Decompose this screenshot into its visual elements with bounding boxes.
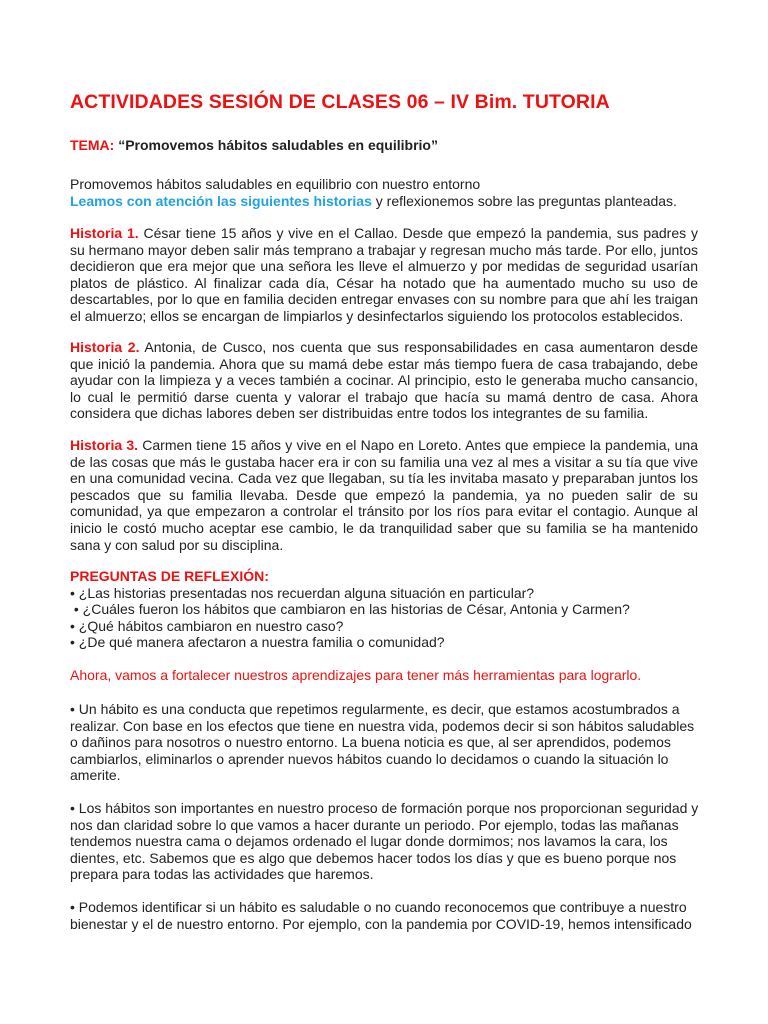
preguntas-section	[70, 568, 698, 651]
historia-2	[70, 339, 698, 422]
paragraph-line: amerite.	[70, 767, 121, 784]
pregunta-item: • ¿Las historias presentadas nos recuerdan alguna situación en particular?	[70, 584, 535, 601]
tema-line	[70, 137, 438, 153]
historia-3	[70, 437, 698, 553]
paragraph-line: cambiarlos, eliminarlos o aprender nuevos hábitos cuando lo decidamos o cuando la situación lo	[70, 750, 669, 767]
paragraph-line: bienestar y el de nuestro entorno. Por ejemplo, con la pandemia por COVID-19, hemos intensificado	[70, 915, 692, 932]
historia-1	[70, 225, 698, 325]
paragraph-line: dientes, etc. Sabemos que es algo que debemos hacer todos los días y que es bueno porque nos	[70, 849, 677, 866]
tema-text: “Promovemos hábitos saludables en equilibrio”	[118, 137, 438, 153]
paragraph-identificar	[70, 899, 698, 932]
paragraph-line: • Los hábitos son importantes en nuestro proceso de formación porque nos proporcionan seguridad y	[70, 800, 699, 816]
paragraph-line: tendemos nuestra cama o dejamos ordenado el lugar donde dormimos; nos lavamos la cara, los	[70, 833, 668, 850]
paragraph-line: o dañinos para nosotros o nuestro entorno. La buena noticia es que, al ser aprendidos, podemos	[70, 734, 671, 751]
paragraph-line: • Un hábito es una conducta que repetimos regularmente, es decir, que estamos acostumbrados a	[70, 701, 680, 717]
historia-label: Historia 2.	[70, 339, 140, 355]
historia-label: Historia 1.	[70, 225, 139, 241]
intro-line: Promovemos hábitos saludables en equilibrio con nuestro entorno	[70, 176, 481, 192]
intro-highlight: Leamos con atención las siguientes historias	[70, 192, 372, 209]
tema-label: TEMA:	[70, 137, 115, 153]
paragraph-line: • Podemos identificar si un hábito es saludable o no cuando reconocemos que contribuye a nuestro	[70, 899, 687, 915]
preguntas-heading: PREGUNTAS DE REFLEXIÓN:	[70, 568, 269, 584]
intro-instruction	[70, 193, 698, 210]
paragraph-line: prepara para todas las actividades que haremos.	[70, 866, 374, 883]
ahora-statement: Ahora, vamos a fortalecer nuestros aprendizajes para tener más herramientas para lograrlo.	[70, 667, 642, 683]
intro-instruction-rest: y reflexionemos sobre las preguntas planteadas.	[371, 192, 677, 209]
historia-text: Antonia, de Cusco, nos cuenta que sus responsabilidades en casa aumentaron desde que inició la pandemia. Ahora que su mamá debe estar más tiempo fuera de casa trabajando, debe ayudar con la limpieza y a veces también a cocinar. Al principio, esto le generaba mucho cansancio, lo cual le permitió darse cuenta y valorar el trabajo que hacía su mamá dentro de casa. Ahora considera que dichas labores deben ser distribuidas entre todos los integrantes de su familia.	[70, 339, 698, 422]
pregunta-item: • ¿Cuáles fueron los hábitos que cambiaron en las historias de César, Antonia y Carmen?	[70, 601, 630, 618]
pregunta-item: • ¿De qué manera afectaron a nuestra familia o comunidad?	[70, 634, 445, 651]
paragraph-importancia	[70, 800, 698, 883]
paragraph-line: nos dan claridad sobre lo que vamos a hacer durante un periodo. Por ejemplo, todas las mañanas	[70, 816, 679, 833]
pregunta-item: • ¿Qué hábitos cambiaron en nuestro caso?	[70, 617, 344, 634]
document-title: ACTIVIDADES SESIÓN DE CLASES 06 – IV Bim. TUTORIA	[70, 91, 610, 113]
historia-text: Carmen tiene 15 años y vive en el Napo en Loreto. Antes que empiece la pandemia, una de las cosas que más le gustaba hacer era ir con su familia una vez al mes a visitar a su tía que vive en una comunidad vecina. Cada vez que llegaban, su tía les invitaba masato y preparaban juntos los pescados que su familia llevaba. Desde que empezó la pandemia, ya no pueden salir de su comunidad, ya que empezaron a controlar el tránsito por los ríos para evitar el contagio. Aunque al inicio le costó mucho aceptar ese cambio, le da tranquilidad saber que su familia se ha mantenido sana y con salud por su disciplina.	[70, 437, 698, 553]
paragraph-line: realizar. Con base en los efectos que tiene en nuestra vida, podemos decir si son hábitos saludables	[70, 717, 695, 734]
intro-block	[70, 176, 698, 209]
paragraph-habito	[70, 701, 698, 784]
historia-label: Historia 3.	[70, 437, 139, 453]
historia-text: César tiene 15 años y vive en el Callao. Desde que empezó la pandemia, sus padres y su hermano mayor deben salir más temprano a trabajar y regresan mucho más tarde. Por ello, juntos decidieron que era mejor que una señora les lleve el almuerzo y por medidas de seguridad usarían platos de plástico. Al finalizar cada día, César ha notado que ha aumentado mucho su uso de descartables, por lo que en familia deciden entregar envases con su nombre para que ahí les traigan el almuerzo; ellos se encargan de limpiarlos y desinfectarlos siguiendo los protocolos establecidos.	[70, 225, 698, 324]
